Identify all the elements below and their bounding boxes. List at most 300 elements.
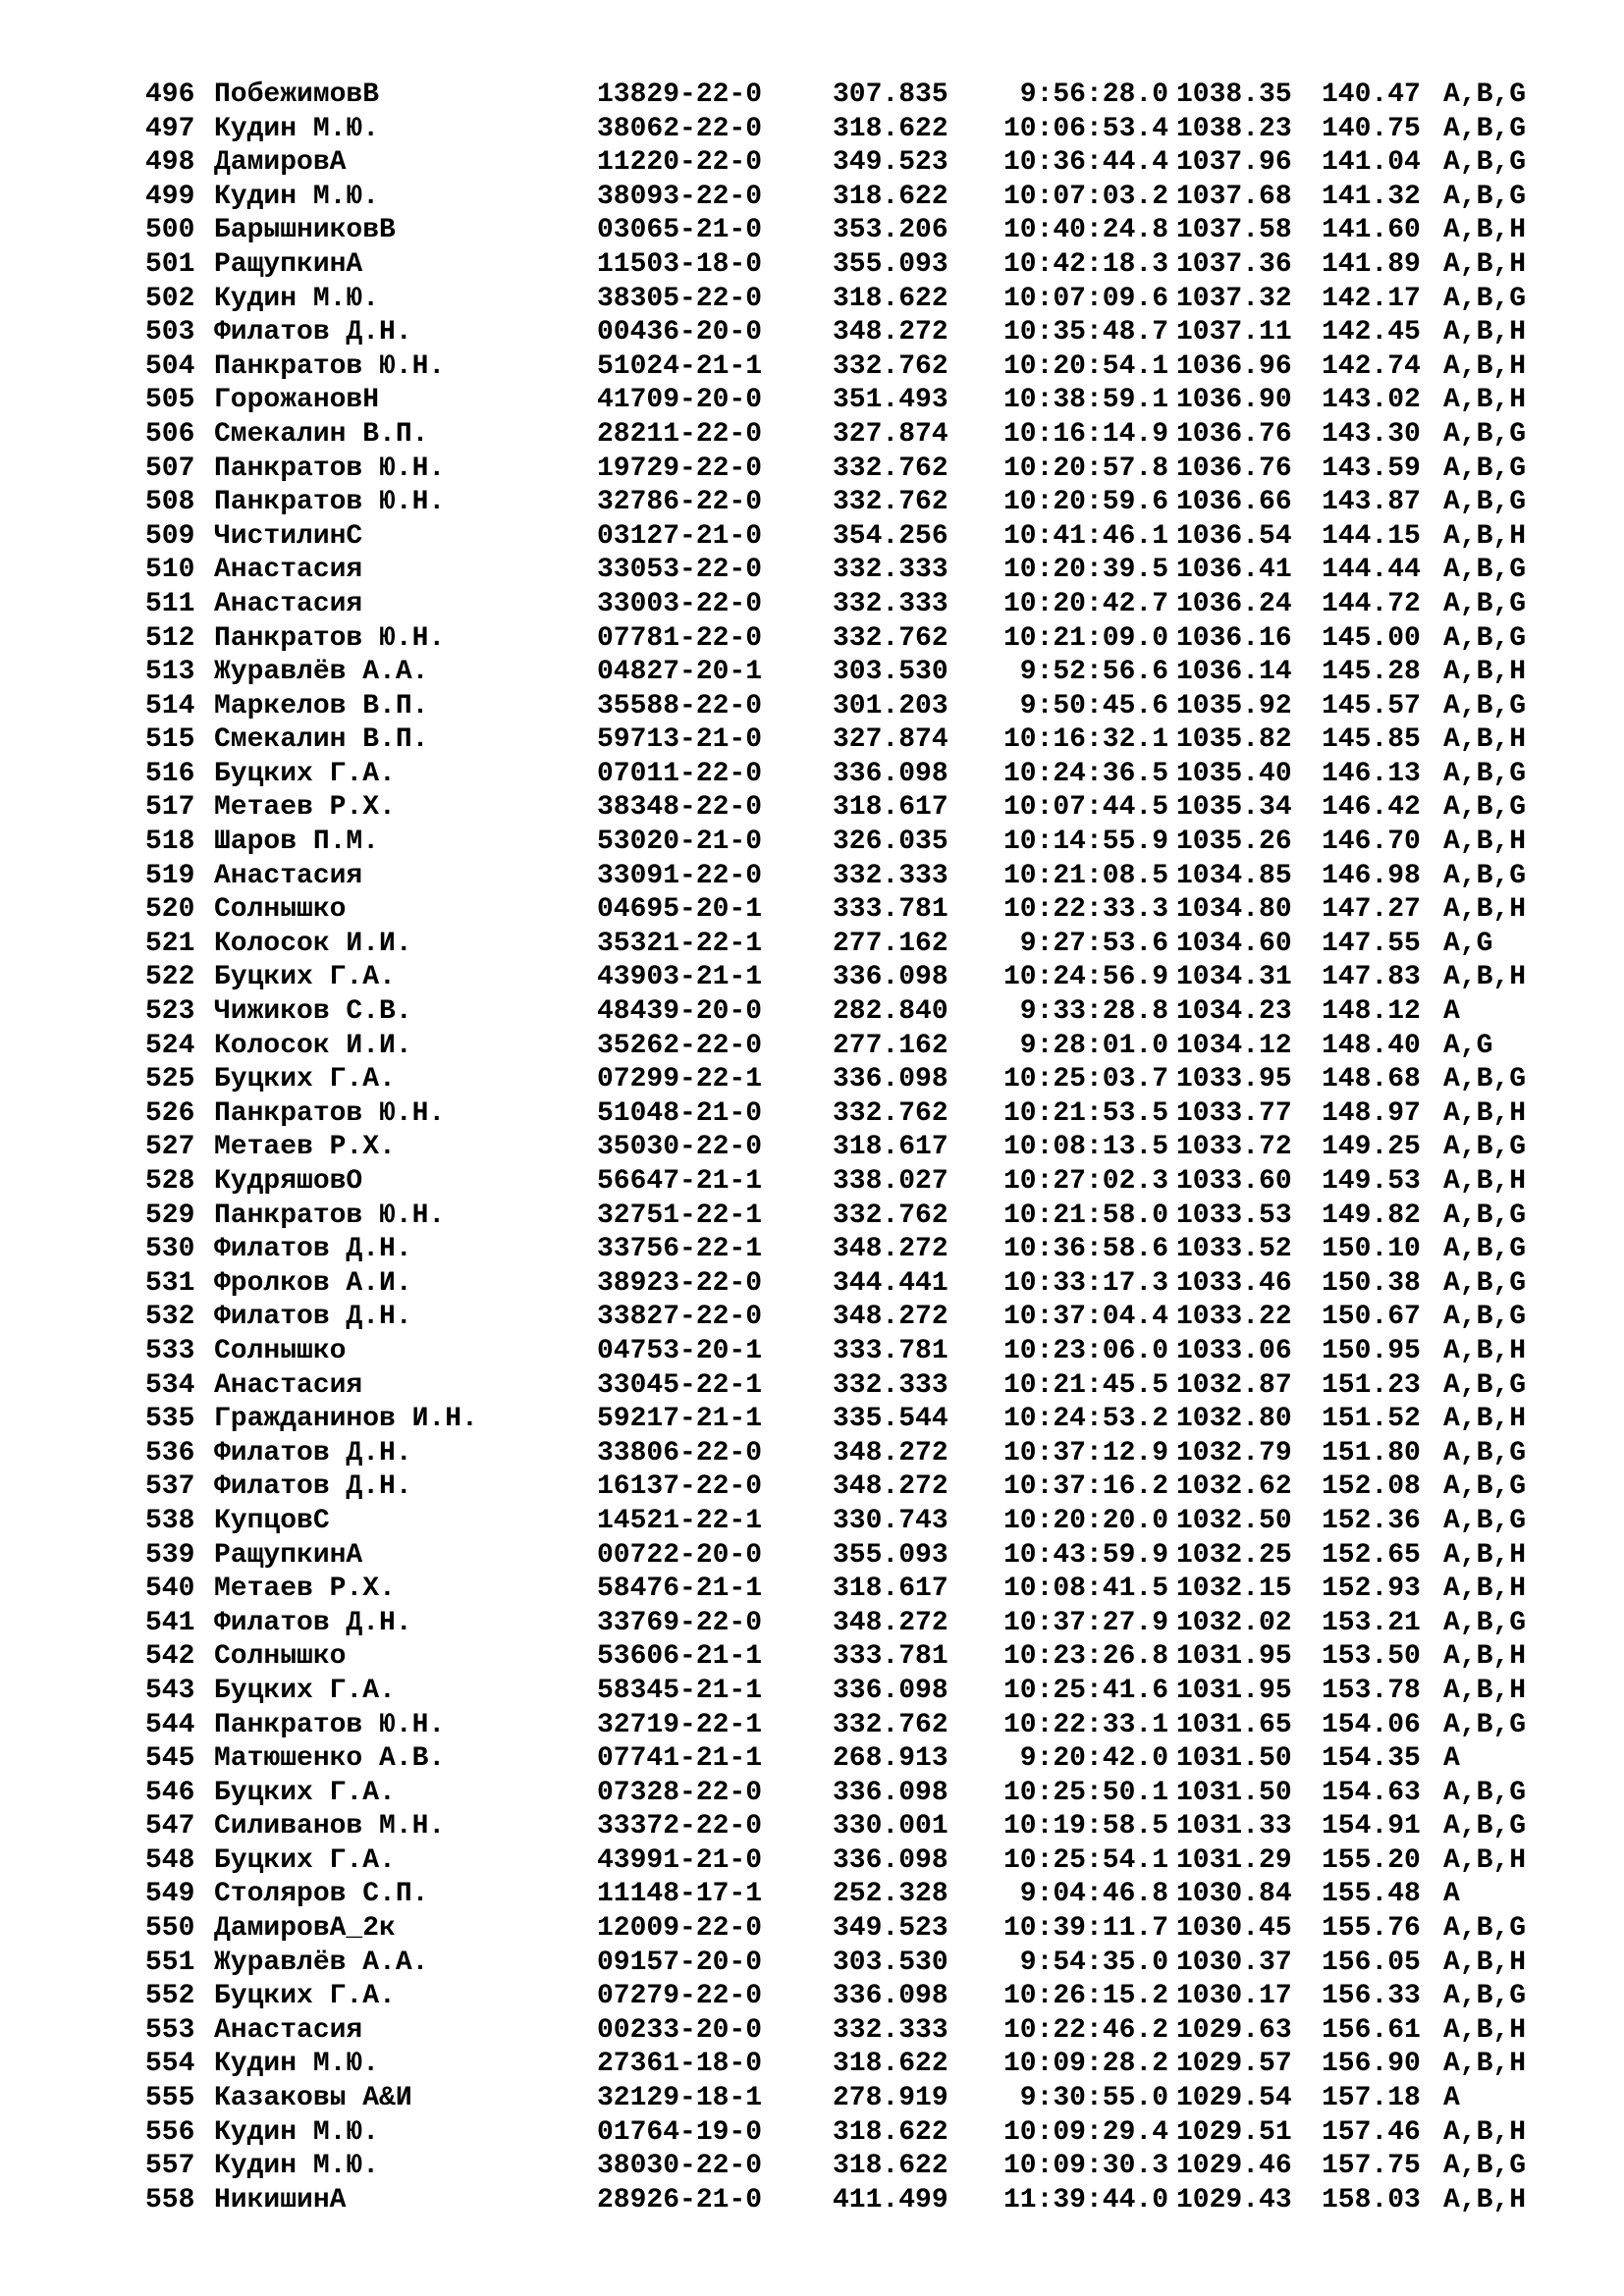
ring-number: 38348-22-0 <box>597 792 763 824</box>
coefficient: 156.33 <box>1322 1981 1421 2012</box>
arrival-time: 10:07:09.6 <box>1002 283 1168 314</box>
coefficient: 145.85 <box>1322 724 1421 756</box>
ring-number: 11503-18-0 <box>597 248 763 280</box>
speed: 1034.80 <box>1176 894 1292 926</box>
coefficient: 148.12 <box>1322 996 1421 1028</box>
row-number: 555 <box>145 2083 195 2114</box>
flags: A,B,G <box>1443 1981 1527 2012</box>
table-row <box>145 1539 1540 1574</box>
flags: A,B,G <box>1443 792 1527 824</box>
speed: 1031.50 <box>1176 1777 1292 1808</box>
distance: 354.256 <box>833 520 948 552</box>
coefficient: 144.15 <box>1322 520 1421 552</box>
speed: 1032.79 <box>1176 1437 1292 1468</box>
flags: A,B,G <box>1443 1607 1527 1638</box>
coefficient: 157.46 <box>1322 2116 1421 2148</box>
speed: 1036.76 <box>1176 418 1292 450</box>
participant-name: Панкратов Ю.Н. <box>214 453 446 484</box>
flags: A,B,G <box>1443 147 1527 179</box>
participant-name: Гражданинов И.Н. <box>214 1404 478 1435</box>
speed: 1035.34 <box>1176 792 1292 824</box>
coefficient: 140.47 <box>1322 80 1421 110</box>
distance: 348.272 <box>833 1437 948 1468</box>
speed: 1031.50 <box>1176 1743 1292 1775</box>
flags: A,B,G <box>1443 758 1527 789</box>
arrival-time: 10:22:33.3 <box>1002 894 1168 926</box>
participant-name: Филатов Д.Н. <box>214 1437 412 1468</box>
table-row <box>145 1844 1540 1879</box>
table-row <box>145 384 1540 418</box>
speed: 1030.37 <box>1176 1947 1292 1978</box>
speed: 1036.24 <box>1176 588 1292 619</box>
table-row <box>145 1403 1540 1437</box>
participant-name: Панкратов Ю.Н. <box>214 622 446 654</box>
participant-name: Казаковы А&И <box>214 2083 412 2114</box>
distance: 333.781 <box>833 1335 948 1366</box>
flags: A,G <box>1443 928 1493 959</box>
participant-name: Кудин М.Ю. <box>214 2116 380 2148</box>
flags: A,B,G <box>1443 622 1527 654</box>
coefficient: 155.48 <box>1322 1879 1421 1910</box>
table-row <box>145 1980 1540 2014</box>
speed: 1037.36 <box>1176 248 1292 280</box>
distance: 336.098 <box>833 1777 948 1808</box>
table-row <box>145 1573 1540 1607</box>
speed: 1033.72 <box>1176 1132 1292 1163</box>
speed: 1035.82 <box>1176 724 1292 756</box>
coefficient: 153.21 <box>1322 1607 1421 1638</box>
row-number: 509 <box>145 520 195 552</box>
distance: 353.206 <box>833 215 948 246</box>
arrival-time: 10:21:58.0 <box>1002 1200 1168 1231</box>
row-number: 510 <box>145 555 195 586</box>
speed: 1037.11 <box>1176 317 1292 348</box>
flags: A,B,H <box>1443 827 1527 858</box>
participant-name: Кудин М.Ю. <box>214 181 380 212</box>
coefficient: 156.61 <box>1322 2014 1421 2046</box>
coefficient: 144.72 <box>1322 588 1421 619</box>
distance: 252.328 <box>833 1879 948 1910</box>
table-row <box>145 2082 1540 2116</box>
ring-number: 00722-20-0 <box>597 1539 763 1571</box>
table-row <box>145 860 1540 894</box>
table-row <box>145 520 1540 555</box>
arrival-time: 11:39:44.0 <box>1002 2184 1168 2216</box>
row-number: 527 <box>145 1132 195 1163</box>
arrival-time: 10:22:33.1 <box>1002 1709 1168 1740</box>
arrival-time: 9:56:28.0 <box>1019 80 1168 110</box>
ring-number: 38062-22-0 <box>597 113 763 144</box>
table-row <box>145 1063 1540 1097</box>
speed: 1034.60 <box>1176 928 1292 959</box>
coefficient: 147.55 <box>1322 928 1421 959</box>
row-number: 507 <box>145 453 195 484</box>
ring-number: 38030-22-0 <box>597 2151 763 2182</box>
coefficient: 140.75 <box>1322 113 1421 144</box>
participant-name: Солнышко <box>214 1335 347 1366</box>
arrival-time: 9:27:53.6 <box>1019 928 1168 959</box>
arrival-time: 10:16:14.9 <box>1002 418 1168 450</box>
flags: A,B,G <box>1443 1132 1527 1163</box>
row-number: 524 <box>145 1030 195 1061</box>
distance: 355.093 <box>833 1539 948 1571</box>
coefficient: 152.65 <box>1322 1539 1421 1571</box>
flags: A,B,H <box>1443 962 1527 993</box>
row-number: 513 <box>145 657 195 688</box>
participant-name: Буцких Г.А. <box>214 1844 396 1876</box>
coefficient: 154.06 <box>1322 1709 1421 1740</box>
speed: 1037.96 <box>1176 147 1292 179</box>
arrival-time: 10:37:16.2 <box>1002 1471 1168 1503</box>
arrival-time: 10:26:15.2 <box>1002 1981 1168 2012</box>
ring-number: 03065-21-0 <box>597 215 763 246</box>
flags: A,B,H <box>1443 2014 1527 2046</box>
coefficient: 144.44 <box>1322 555 1421 586</box>
ring-number: 38093-22-0 <box>597 181 763 212</box>
table-row <box>145 826 1540 860</box>
flags: A,B,H <box>1443 317 1527 348</box>
speed: 1031.29 <box>1176 1844 1292 1876</box>
speed: 1032.02 <box>1176 1607 1292 1638</box>
distance: 318.622 <box>833 181 948 212</box>
distance: 330.001 <box>833 1811 948 1842</box>
distance: 332.762 <box>833 453 948 484</box>
ring-number: 38923-22-0 <box>597 1267 763 1299</box>
arrival-time: 9:54:35.0 <box>1019 1947 1168 1978</box>
ring-number: 19729-22-0 <box>597 453 763 484</box>
coefficient: 157.18 <box>1322 2083 1421 2114</box>
distance: 332.333 <box>833 2014 948 2046</box>
flags: A,B,G <box>1443 1267 1527 1299</box>
participant-name: Филатов Д.Н. <box>214 1471 412 1503</box>
speed: 1033.22 <box>1176 1302 1292 1333</box>
distance: 348.272 <box>833 1607 948 1638</box>
speed: 1032.25 <box>1176 1539 1292 1571</box>
arrival-time: 10:19:58.5 <box>1002 1811 1168 1842</box>
speed: 1033.77 <box>1176 1097 1292 1129</box>
coefficient: 146.70 <box>1322 827 1421 858</box>
distance: 318.622 <box>833 2049 948 2080</box>
speed: 1030.17 <box>1176 1981 1292 2012</box>
row-number: 534 <box>145 1369 195 1401</box>
distance: 336.098 <box>833 1064 948 1095</box>
speed: 1031.33 <box>1176 1811 1292 1842</box>
row-number: 550 <box>145 1913 195 1945</box>
participant-name: РащупкинА <box>214 248 363 280</box>
table-row <box>145 1878 1540 1912</box>
arrival-time: 10:24:36.5 <box>1002 758 1168 789</box>
table-row <box>145 1267 1540 1302</box>
participant-name: РащупкинА <box>214 1539 363 1571</box>
table-row <box>145 79 1540 113</box>
table-row <box>145 1335 1540 1369</box>
coefficient: 147.83 <box>1322 962 1421 993</box>
coefficient: 150.10 <box>1322 1234 1421 1265</box>
participant-name: Буцких Г.А. <box>214 1064 396 1095</box>
distance: 333.781 <box>833 1641 948 1673</box>
participant-name: Буцких Г.А. <box>214 1777 396 1808</box>
coefficient: 149.25 <box>1322 1132 1421 1163</box>
table-row <box>145 2014 1540 2049</box>
distance: 355.093 <box>833 248 948 280</box>
row-number: 499 <box>145 181 195 212</box>
flags: A,B,H <box>1443 1844 1527 1876</box>
flags: A,B,G <box>1443 1302 1527 1333</box>
coefficient: 142.74 <box>1322 350 1421 382</box>
row-number: 540 <box>145 1574 195 1605</box>
speed: 1037.32 <box>1176 283 1292 314</box>
distance: 332.762 <box>833 622 948 654</box>
row-number: 500 <box>145 215 195 246</box>
flags: A,B,H <box>1443 385 1527 416</box>
table-row <box>145 1607 1540 1641</box>
speed: 1029.54 <box>1176 2083 1292 2114</box>
distance: 344.441 <box>833 1267 948 1299</box>
coefficient: 143.87 <box>1322 487 1421 518</box>
ring-number: 07328-22-0 <box>597 1777 763 1808</box>
speed: 1038.35 <box>1176 80 1292 110</box>
row-number: 511 <box>145 588 195 619</box>
ring-number: 33091-22-0 <box>597 860 763 891</box>
ring-number: 33827-22-0 <box>597 1302 763 1333</box>
ring-number: 07279-22-0 <box>597 1981 763 2012</box>
coefficient: 143.30 <box>1322 418 1421 450</box>
row-number: 515 <box>145 724 195 756</box>
distance: 336.098 <box>833 1844 948 1876</box>
ring-number: 35588-22-0 <box>597 690 763 721</box>
row-number: 546 <box>145 1777 195 1808</box>
flags: A,B,H <box>1443 1641 1527 1673</box>
speed: 1031.95 <box>1176 1641 1292 1673</box>
table-row <box>145 791 1540 826</box>
ring-number: 33756-22-1 <box>597 1234 763 1265</box>
participant-name: Филатов Д.Н. <box>214 1607 412 1638</box>
coefficient: 141.32 <box>1322 181 1421 212</box>
flags: A,B,G <box>1443 181 1527 212</box>
distance: 301.203 <box>833 690 948 721</box>
row-number: 558 <box>145 2184 195 2216</box>
distance: 277.162 <box>833 1030 948 1061</box>
speed: 1032.15 <box>1176 1574 1292 1605</box>
arrival-time: 10:20:57.8 <box>1002 453 1168 484</box>
flags: A <box>1443 1743 1460 1775</box>
row-number: 516 <box>145 758 195 789</box>
distance: 336.098 <box>833 1675 948 1706</box>
arrival-time: 10:25:50.1 <box>1002 1777 1168 1808</box>
ring-number: 27361-18-0 <box>597 2049 763 2080</box>
arrival-time: 10:21:45.5 <box>1002 1369 1168 1401</box>
coefficient: 145.00 <box>1322 622 1421 654</box>
ring-number: 35321-22-1 <box>597 928 763 959</box>
coefficient: 155.20 <box>1322 1844 1421 1876</box>
arrival-time: 10:20:54.1 <box>1002 350 1168 382</box>
ring-number: 00233-20-0 <box>597 2014 763 2046</box>
speed: 1036.96 <box>1176 350 1292 382</box>
table-row <box>145 995 1540 1030</box>
coefficient: 141.60 <box>1322 215 1421 246</box>
ring-number: 09157-20-0 <box>597 1947 763 1978</box>
table-row <box>145 1437 1540 1471</box>
coefficient: 148.97 <box>1322 1097 1421 1129</box>
arrival-time: 10:20:20.0 <box>1002 1505 1168 1536</box>
participant-name: Метаев Р.Х. <box>214 1574 396 1605</box>
participant-name: Буцких Г.А. <box>214 1981 396 2012</box>
speed: 1034.85 <box>1176 860 1292 891</box>
results-table <box>145 79 1540 2217</box>
flags: A,B,H <box>1443 2184 1527 2216</box>
table-row <box>145 283 1540 317</box>
distance: 303.530 <box>833 1947 948 1978</box>
participant-name: Панкратов Ю.Н. <box>214 1200 446 1231</box>
speed: 1029.43 <box>1176 2184 1292 2216</box>
row-number: 547 <box>145 1811 195 1842</box>
row-number: 496 <box>145 80 195 110</box>
row-number: 525 <box>145 1064 195 1095</box>
ring-number: 33372-22-0 <box>597 1811 763 1842</box>
table-row <box>145 1810 1540 1844</box>
arrival-time: 10:33:17.3 <box>1002 1267 1168 1299</box>
speed: 1032.62 <box>1176 1471 1292 1503</box>
arrival-time: 10:20:39.5 <box>1002 555 1168 586</box>
flags: A,B,G <box>1443 555 1527 586</box>
participant-name: Шаров П.М. <box>214 827 380 858</box>
participant-name: Кудин М.Ю. <box>214 2049 380 2080</box>
ring-number: 53606-21-1 <box>597 1641 763 1673</box>
distance: 327.874 <box>833 724 948 756</box>
flags: A,B,H <box>1443 520 1527 552</box>
participant-name: ЧистилинС <box>214 520 363 552</box>
coefficient: 142.17 <box>1322 283 1421 314</box>
participant-name: Анастасия <box>214 860 363 891</box>
ring-number: 04695-20-1 <box>597 894 763 926</box>
ring-number: 33045-22-1 <box>597 1369 763 1401</box>
row-number: 521 <box>145 928 195 959</box>
flags: A,B,G <box>1443 283 1527 314</box>
participant-name: КудряшовО <box>214 1166 363 1197</box>
row-number: 556 <box>145 2116 195 2148</box>
flags: A,B,G <box>1443 1777 1527 1808</box>
arrival-time: 10:09:30.3 <box>1002 2151 1168 2182</box>
distance: 282.840 <box>833 996 948 1028</box>
distance: 335.544 <box>833 1404 948 1435</box>
arrival-time: 10:16:32.1 <box>1002 724 1168 756</box>
participant-name: ГорожановН <box>214 385 380 416</box>
distance: 351.493 <box>833 385 948 416</box>
coefficient: 156.05 <box>1322 1947 1421 1978</box>
participant-name: Анастасия <box>214 1369 363 1401</box>
row-number: 502 <box>145 283 195 314</box>
distance: 332.333 <box>833 555 948 586</box>
speed: 1034.31 <box>1176 962 1292 993</box>
row-number: 554 <box>145 2049 195 2080</box>
distance: 332.762 <box>833 350 948 382</box>
coefficient: 145.57 <box>1322 690 1421 721</box>
flags: A,B,G <box>1443 860 1527 891</box>
arrival-time: 10:07:03.2 <box>1002 181 1168 212</box>
table-row <box>145 1777 1540 1811</box>
flags: A,B,G <box>1443 418 1527 450</box>
row-number: 543 <box>145 1675 195 1706</box>
coefficient: 151.80 <box>1322 1437 1421 1468</box>
speed: 1031.95 <box>1176 1675 1292 1706</box>
coefficient: 150.67 <box>1322 1302 1421 1333</box>
coefficient: 150.38 <box>1322 1267 1421 1299</box>
participant-name: Журавлёв А.А. <box>214 1947 429 1978</box>
participant-name: Панкратов Ю.Н. <box>214 1097 446 1129</box>
table-row <box>145 214 1540 248</box>
table-row <box>145 2116 1540 2151</box>
speed: 1036.76 <box>1176 453 1292 484</box>
participant-name: Филатов Д.Н. <box>214 1234 412 1265</box>
arrival-time: 10:23:06.0 <box>1002 1335 1168 1366</box>
distance: 332.333 <box>833 1369 948 1401</box>
ring-number: 58476-21-1 <box>597 1574 763 1605</box>
coefficient: 156.90 <box>1322 2049 1421 2080</box>
arrival-time: 10:24:56.9 <box>1002 962 1168 993</box>
arrival-time: 10:21:09.0 <box>1002 622 1168 654</box>
ring-number: 04753-20-1 <box>597 1335 763 1366</box>
arrival-time: 10:36:58.6 <box>1002 1234 1168 1265</box>
coefficient: 154.91 <box>1322 1811 1421 1842</box>
ring-number: 07011-22-0 <box>597 758 763 789</box>
coefficient: 157.75 <box>1322 2151 1421 2182</box>
arrival-time: 10:08:13.5 <box>1002 1132 1168 1163</box>
distance: 336.098 <box>833 758 948 789</box>
flags: A,B,G <box>1443 80 1527 110</box>
arrival-time: 10:14:55.9 <box>1002 827 1168 858</box>
participant-name: Журавлёв А.А. <box>214 657 429 688</box>
row-number: 544 <box>145 1709 195 1740</box>
flags: A,B,H <box>1443 1335 1527 1366</box>
arrival-time: 10:25:54.1 <box>1002 1844 1168 1876</box>
row-number: 519 <box>145 860 195 891</box>
arrival-time: 10:37:04.4 <box>1002 1302 1168 1333</box>
row-number: 520 <box>145 894 195 926</box>
row-number: 518 <box>145 827 195 858</box>
table-row <box>145 961 1540 995</box>
arrival-time: 9:50:45.6 <box>1019 690 1168 721</box>
flags: A,B,H <box>1443 1539 1527 1571</box>
distance: 332.762 <box>833 1097 948 1129</box>
arrival-time: 10:42:18.3 <box>1002 248 1168 280</box>
distance: 332.333 <box>833 588 948 619</box>
speed: 1038.23 <box>1176 113 1292 144</box>
ring-number: 28926-21-0 <box>597 2184 763 2216</box>
row-number: 517 <box>145 792 195 824</box>
flags: A,G <box>1443 1030 1493 1061</box>
participant-name: Чижиков С.В. <box>214 996 412 1028</box>
row-number: 539 <box>145 1539 195 1571</box>
ring-number: 13829-22-0 <box>597 80 763 110</box>
speed: 1036.90 <box>1176 385 1292 416</box>
row-number: 537 <box>145 1471 195 1503</box>
speed: 1034.12 <box>1176 1030 1292 1061</box>
flags: A,B,H <box>1443 1675 1527 1706</box>
table-row <box>145 893 1540 928</box>
arrival-time: 10:09:29.4 <box>1002 2116 1168 2148</box>
flags: A,B,H <box>1443 2116 1527 2148</box>
ring-number: 48439-20-0 <box>597 996 763 1028</box>
row-number: 553 <box>145 2014 195 2046</box>
flags: A,B,G <box>1443 1471 1527 1503</box>
distance: 277.162 <box>833 928 948 959</box>
arrival-time: 10:39:11.7 <box>1002 1913 1168 1945</box>
participant-name: Матюшенко А.В. <box>214 1743 446 1775</box>
ring-number: 51048-21-0 <box>597 1097 763 1129</box>
ring-number: 01764-19-0 <box>597 2116 763 2148</box>
table-row <box>145 928 1540 962</box>
ring-number: 12009-22-0 <box>597 1913 763 1945</box>
